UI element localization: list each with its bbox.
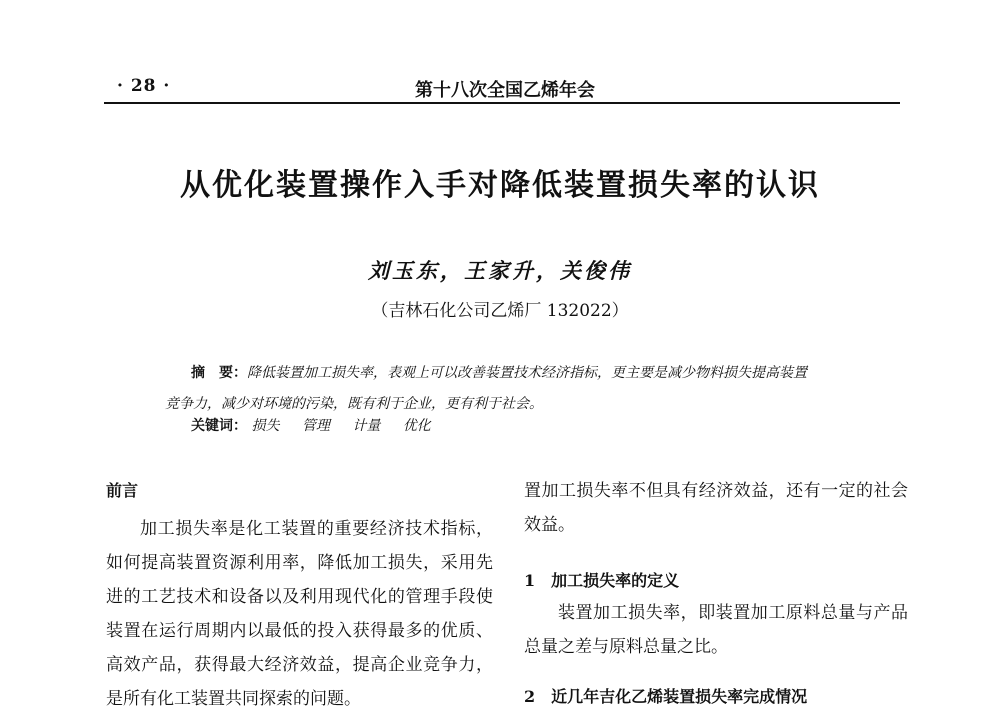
authors: 刘玉东，王家升，关俊伟 bbox=[368, 258, 632, 283]
keywords bbox=[191, 414, 449, 438]
keyword: 计量 bbox=[352, 418, 381, 434]
section-number: 2 bbox=[524, 687, 536, 706]
section-heading-1 bbox=[524, 566, 908, 596]
journal-title: 第十八次全国乙烯年会 bbox=[415, 80, 595, 101]
abstract-text-2: 竞争力，减少对环境的污染，既有利于企业，更有利于社会。 bbox=[165, 396, 543, 412]
page-number: · 28 · bbox=[117, 76, 171, 96]
affiliation: （吉林石化公司乙烯厂 132022） bbox=[371, 301, 629, 321]
section-heading-preface: 前言 bbox=[106, 481, 139, 500]
keyword: 优化 bbox=[402, 418, 431, 434]
section-1-paragraph: 装置加工损失率，即装置加工原料总量与产品总量之差与原料总量之比。 bbox=[524, 603, 908, 657]
abstract-label: 摘 要： bbox=[191, 365, 247, 381]
keywords-label: 关键词： bbox=[191, 418, 247, 434]
section-title: 加工损失率的定义 bbox=[551, 571, 680, 590]
paper-title: 从优化装置操作入手对降低装置损失率的认识 bbox=[180, 168, 820, 203]
preface-paragraph: 加工损失率是化工装置的重要经济技术指标，如何提高装置资源利用率，降低加工损失，采用先进的工艺技术和设备以及利用现代化的管理手段使装置在运行周期内以最低的投入获得最多的优质、高效产品，获得最大经济效益，提高企业竞争力，是所有化工装置共同探索的问题。 bbox=[106, 519, 493, 709]
section-title: 近几年吉化乙烯装置损失率完成情况 bbox=[551, 687, 808, 706]
right-column bbox=[524, 474, 908, 712]
continuation-paragraph: 置加工损失率不但具有经济效益，还有一定的社会效益。 bbox=[524, 481, 908, 535]
section-number: 1 bbox=[524, 571, 536, 590]
keyword: 损失 bbox=[251, 418, 280, 434]
section-heading-2 bbox=[524, 682, 908, 712]
abstract-text-1: 降低装置加工损失率，表观上可以改善装置技术经济指标，更主要是减少物料损失提高装置 bbox=[247, 365, 807, 381]
abstract bbox=[165, 358, 865, 420]
header-rule bbox=[104, 102, 900, 104]
abstract-line-1 bbox=[165, 358, 865, 389]
keyword: 管理 bbox=[301, 418, 330, 434]
left-column bbox=[106, 476, 493, 716]
